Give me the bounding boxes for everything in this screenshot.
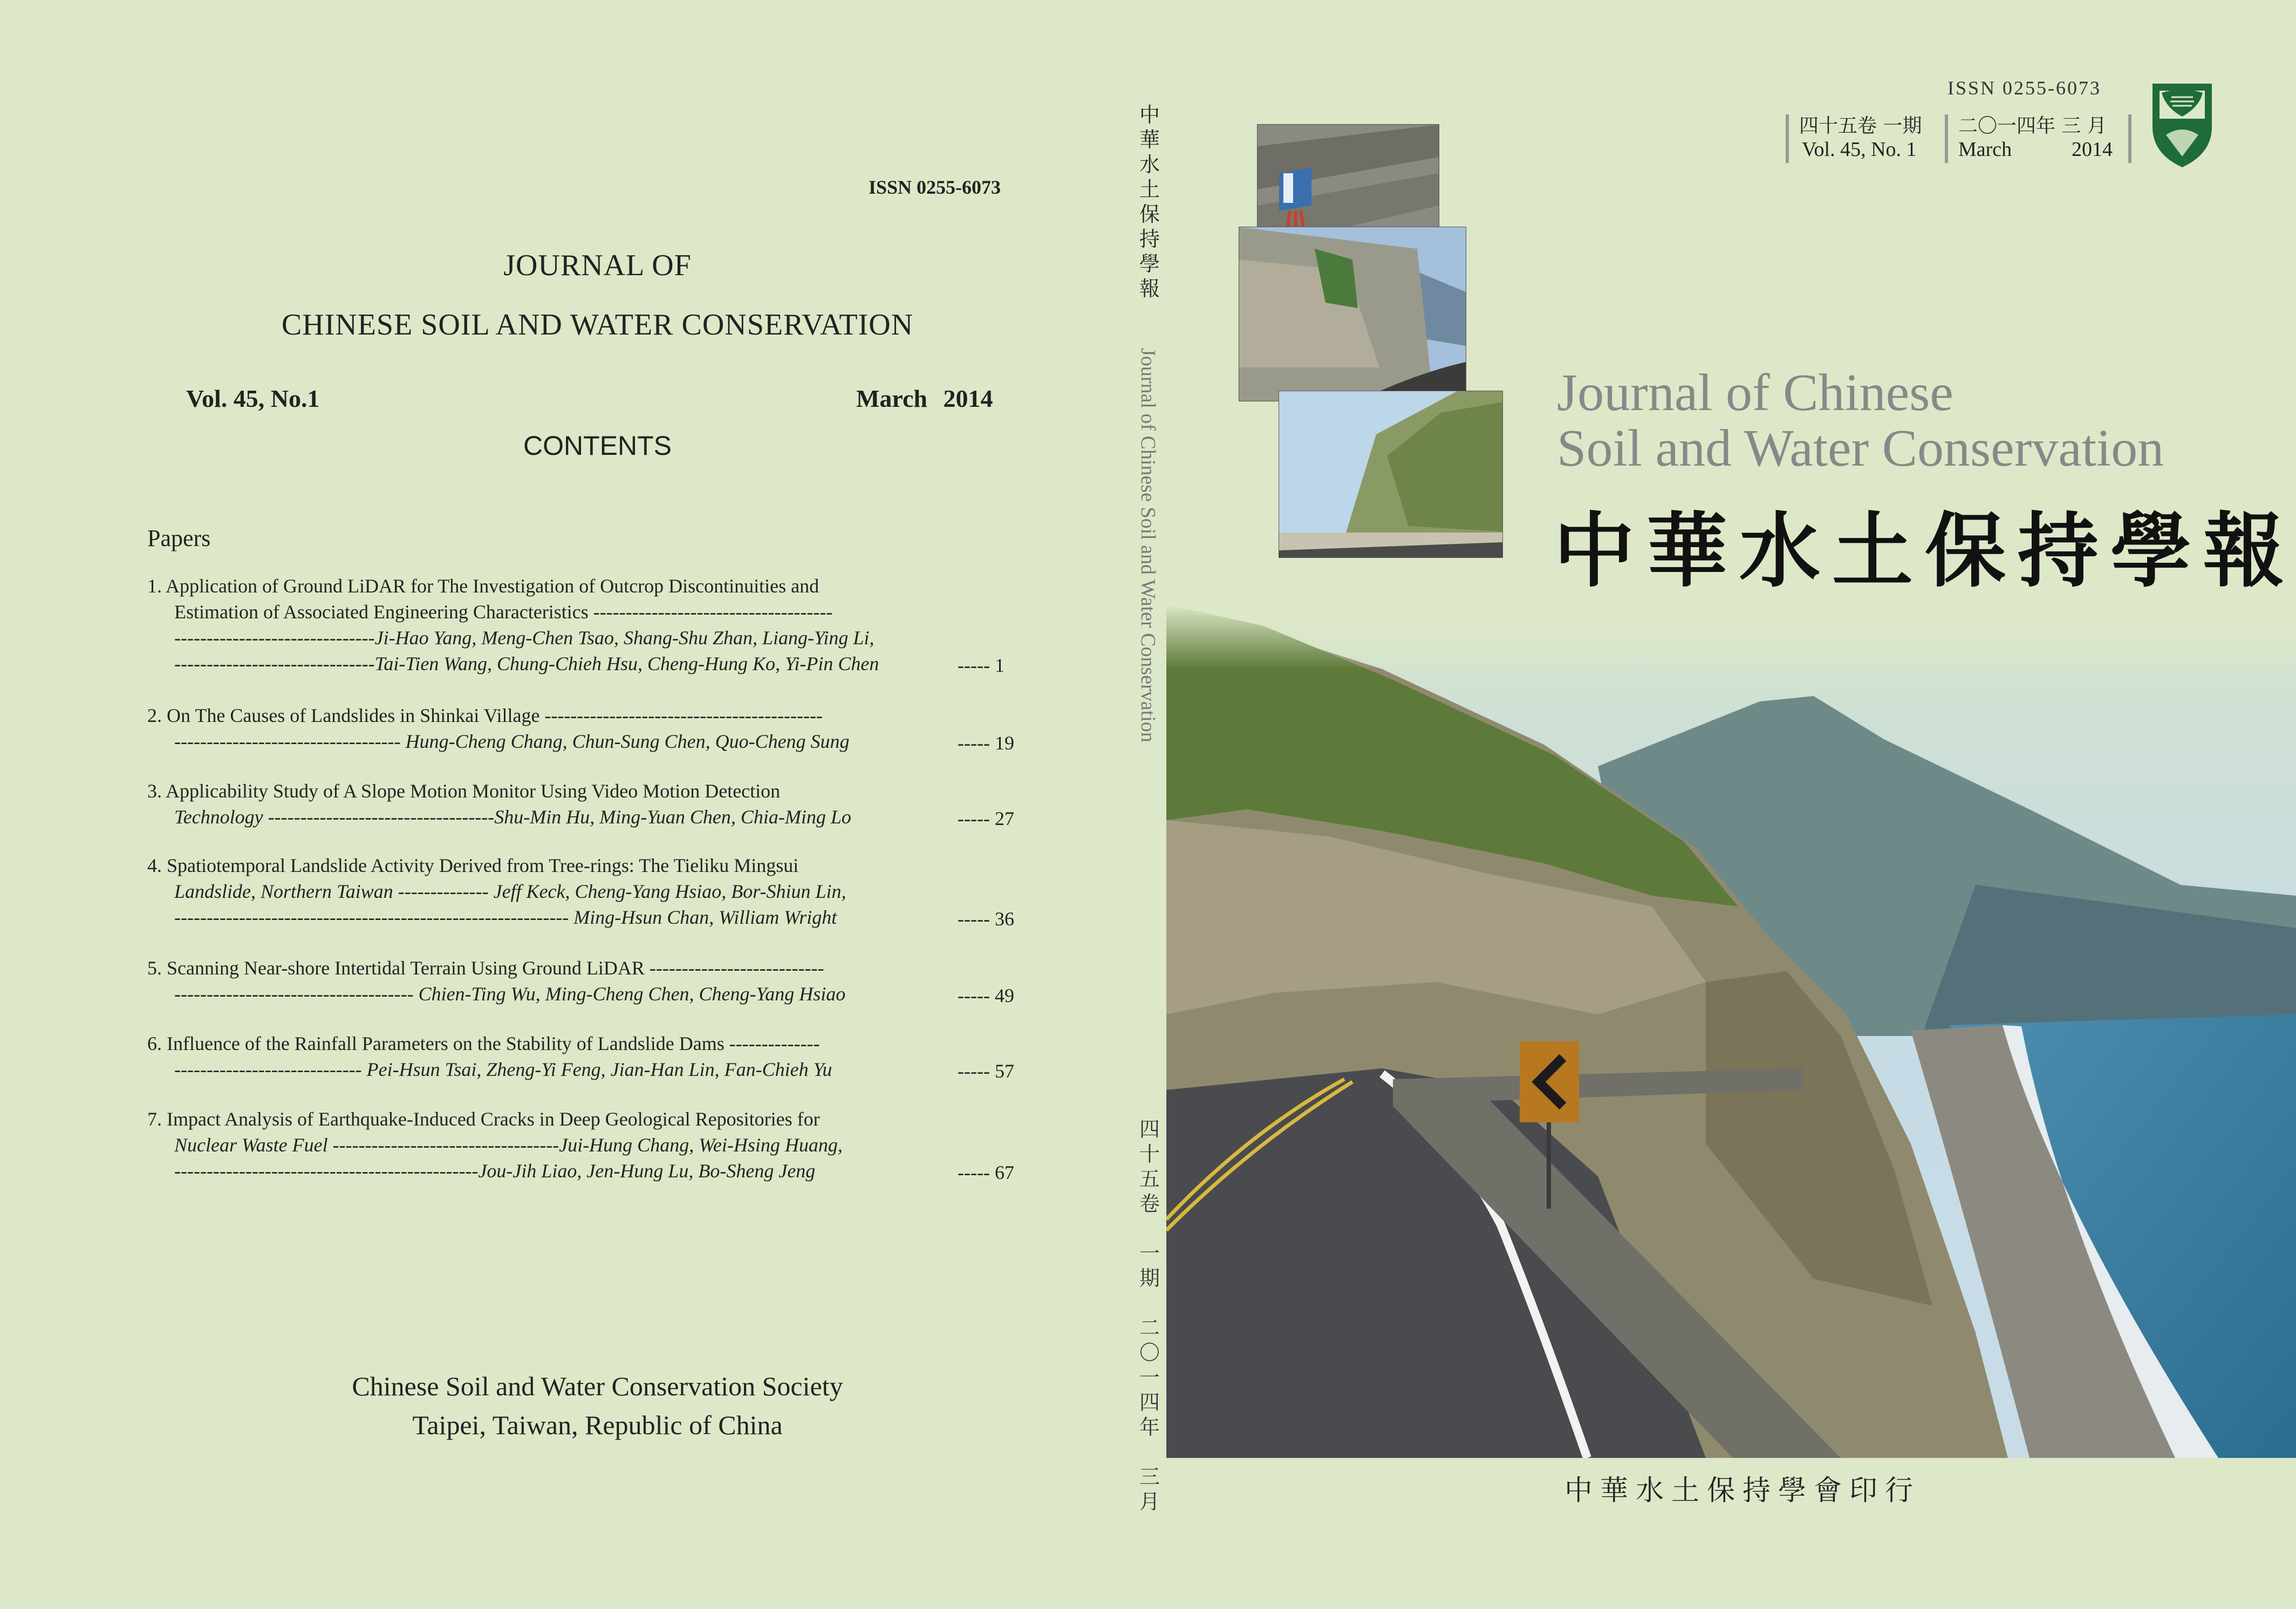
spine-issue-char: 一 xyxy=(1139,1242,1160,1265)
society-location: Taipei, Taiwan, Republic of China xyxy=(412,1410,783,1440)
spine-chinese-issue xyxy=(1136,1117,1163,1514)
front-date-year: 2014 xyxy=(2072,138,2113,161)
cover-main-photo xyxy=(1166,604,2296,1458)
spine-chinese-char: 華 xyxy=(1139,128,1160,152)
toc-entry-line: ----------------------------- Pei-Hsun Tsai, Zheng-Yi Feng, Jian-Han Lin, Fan-Chieh Yu xyxy=(174,1059,832,1080)
toc-page-number: ----- 57 xyxy=(958,1060,1014,1082)
toc-entry-line: 5. Scanning Near-shore Intertidal Terrain Using Ground LiDAR --------------------------- xyxy=(147,957,824,979)
spine-issue-char: 四 xyxy=(1139,1390,1160,1414)
photo-coastal-cliff xyxy=(1279,391,1503,558)
toc-entry-line: -------------------------------Tai-Tien Wang, Chung-Chieh Hsu, Cheng-Hung Ko, Yi-Pin Chen xyxy=(174,653,879,674)
back-volume: Vol. 45, No.1 xyxy=(186,385,320,412)
toc-entry-line: 3. Applicability Study of A Slope Motion Monitor Using Video Motion Detection xyxy=(147,780,781,802)
front-date-cn: 二〇一四年 三 月 xyxy=(1958,115,2107,137)
spine-issue-char: 〇 xyxy=(1139,1341,1160,1365)
spine-issue-char: 月 xyxy=(1139,1490,1160,1513)
divider xyxy=(1786,114,1789,163)
toc-entry-line: Technology -----------------------------------Shu-Min Hu, Ming-Yuan Chen, Chia-Ming Lo xyxy=(174,806,851,828)
printer-credit: 中華水土保持學會印行 xyxy=(1564,1475,1921,1507)
spine-chinese-char: 水 xyxy=(1139,153,1160,176)
front-volume-en: Vol. 45, No. 1 xyxy=(1802,138,1917,161)
toc-entry-line: 1. Application of Ground LiDAR for The Investigation of Outcrop Discontinuities and xyxy=(147,575,819,597)
toc-entry-line: ----------------------------------- Hung-Cheng Chang, Chun-Sung Chen, Quo-Cheng Sung xyxy=(174,731,850,752)
spine-chinese-char: 持 xyxy=(1139,227,1160,251)
toc-page-number: ----- 67 xyxy=(958,1162,1014,1183)
spine-issue-char: 一 xyxy=(1139,1366,1160,1389)
divider xyxy=(2128,114,2131,163)
toc-entry-line: ------------------------------------------------------------- Ming-Hsun Chan, William Wright xyxy=(174,906,837,928)
spine-issue-char: 三 xyxy=(1139,1465,1160,1489)
spine-chinese-char: 中 xyxy=(1139,103,1160,127)
toc-page-number: ----- 27 xyxy=(958,808,1014,829)
spine-issue-char xyxy=(1136,1291,1163,1315)
back-date: March 2014 xyxy=(856,385,993,412)
spine-chinese-char: 學 xyxy=(1139,252,1160,276)
front-title-chinese: 中華水土保持學報 xyxy=(1554,503,2296,598)
toc-page-number: ----- 19 xyxy=(958,732,1014,754)
toc-entry-line: 7. Impact Analysis of Earthquake-Induced Cracks in Deep Geological Repositories for xyxy=(147,1108,820,1130)
photo-cliff-road xyxy=(1239,227,1466,401)
society-shield-logo-icon xyxy=(2150,81,2215,170)
back-journal-title-line1: JOURNAL OF xyxy=(503,249,692,282)
spine-issue-char: 期 xyxy=(1139,1266,1160,1290)
spine-chinese-char: 土 xyxy=(1139,178,1160,201)
society-name: Chinese Soil and Water Conservation Society xyxy=(352,1371,843,1401)
spine-issue-char: 五 xyxy=(1139,1167,1160,1191)
toc-page-number: ----- 36 xyxy=(958,908,1014,930)
toc-entry-line: 6. Influence of the Rainfall Parameters on the Stability of Landslide Dams -------------- xyxy=(147,1033,820,1054)
spine-issue-char: 卷 xyxy=(1139,1192,1160,1216)
front-title-line1: Journal of Chinese xyxy=(1557,364,1953,422)
front-volume-cn: 四十五卷 一期 xyxy=(1799,115,1922,137)
spine-issue-char: 四 xyxy=(1139,1117,1160,1141)
papers-heading: Papers xyxy=(147,525,211,551)
divider xyxy=(1945,114,1948,163)
back-journal-title-line2: CHINESE SOIL AND WATER CONSERVATION xyxy=(281,308,914,342)
front-date-month: March xyxy=(1958,138,2012,161)
toc-entry-line: 4. Spatiotemporal Landslide Activity Derived from Tree-rings: The Tieliku Mingsui xyxy=(147,855,799,876)
toc-entry-line: 2. On The Causes of Landslides in Shinkai Village ------------------------------------------- xyxy=(147,705,823,726)
toc-entry-line: ------------------------------------- Chien-Ting Wu, Ming-Cheng Chen, Cheng-Yang Hsiao xyxy=(174,983,846,1005)
spine-issue-char xyxy=(1136,1216,1163,1241)
contents-heading: CONTENTS xyxy=(523,431,672,461)
spine-english-title-wrap xyxy=(1128,348,1171,823)
front-issn: ISSN 0255-6073 xyxy=(1948,77,2102,99)
toc-entry-line: Landslide, Northern Taiwan -------------- Jeff Keck, Cheng-Yang Hsiao, Bor-Shiun Lin, xyxy=(174,881,846,902)
back-issn: ISSN 0255-6073 xyxy=(869,176,1001,198)
toc-entry-line: -----------------------------------------------Jou-Jih Liao, Jen-Hung Lu, Bo-Sheng Jeng xyxy=(174,1160,816,1182)
spine-issue-char: 二 xyxy=(1139,1316,1160,1340)
toc-entry-line: Nuclear Waste Fuel -----------------------------------Jui-Hung Chang, Wei-Hsing Huang, xyxy=(174,1134,843,1156)
spine-english-title: Journal of Chinese Soil and Water Conservation xyxy=(1137,348,1159,742)
toc-entry-line: Estimation of Associated Engineering Characteristics ------------------------------------- xyxy=(174,601,833,623)
front-title-line2: Soil and Water Conservation xyxy=(1557,419,2164,478)
spine-chinese-char: 保 xyxy=(1139,202,1160,226)
toc-entry-line: -------------------------------Ji-Hao Yang, Meng-Chen Tsao, Shang-Shu Zhan, Liang-Ying Li, xyxy=(174,627,874,649)
spine-chinese-title xyxy=(1136,103,1163,301)
spine-chinese-char: 報 xyxy=(1139,277,1160,301)
spine-issue-char xyxy=(1136,1440,1163,1464)
spine-issue-char: 年 xyxy=(1139,1415,1160,1439)
toc-page-number: ----- 49 xyxy=(958,985,1014,1006)
spine-issue-char: 十 xyxy=(1139,1142,1160,1166)
toc-page-number: ----- 1 xyxy=(958,654,1004,676)
